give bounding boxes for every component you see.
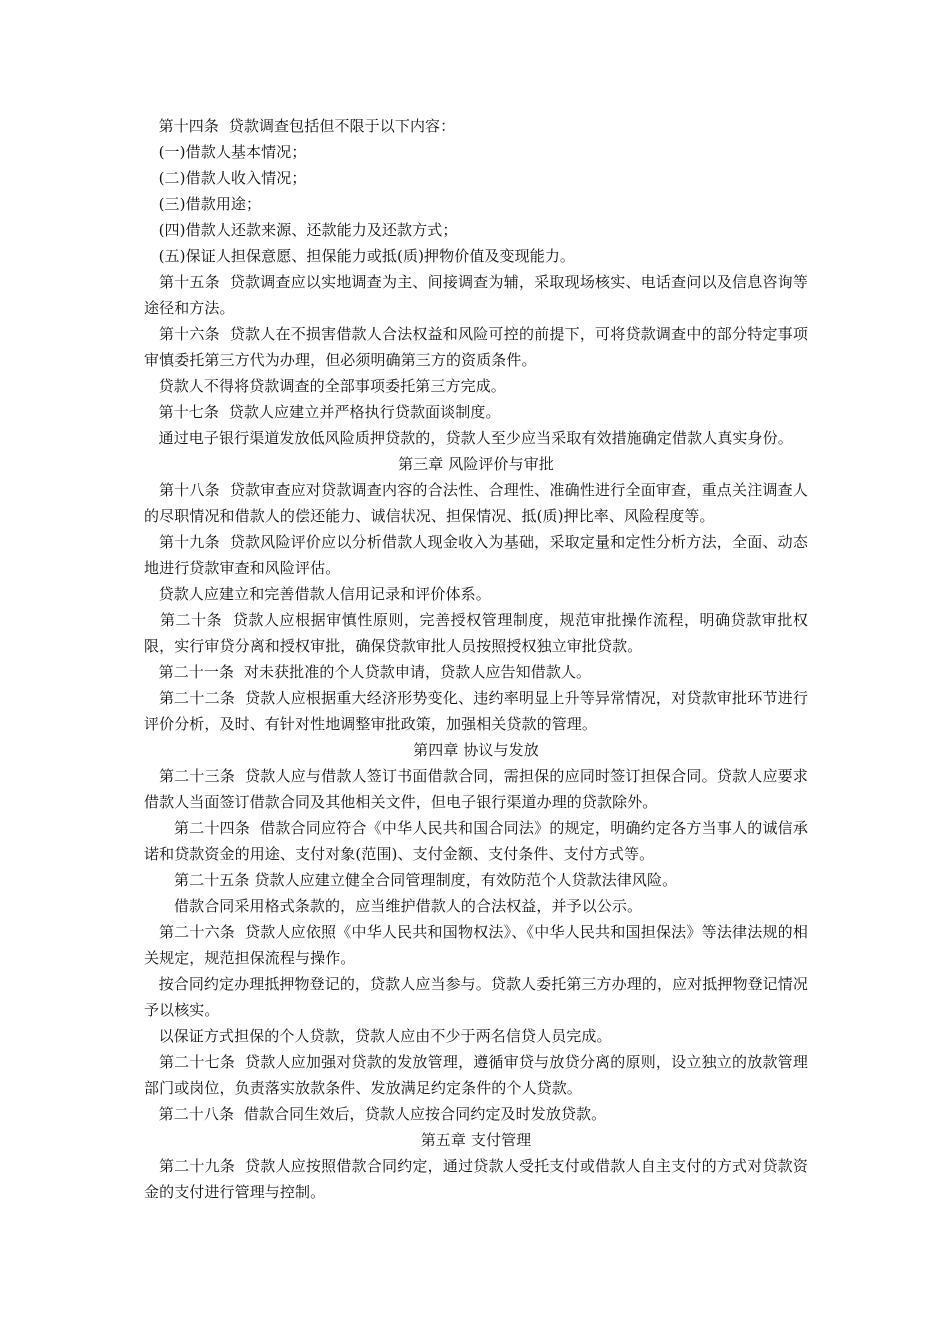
chapter-heading: 第四章 协议与发放 [413, 741, 539, 759]
paragraph: 借款合同采用格式条款的，应当维护借款人的合法权益，并予以公示。 [174, 897, 643, 915]
paragraph: 第十四条 贷款调查包括但不限于以下内容： [144, 117, 456, 135]
document-page [144, 113, 808, 1205]
paragraph: 第十七条 贷款人应建立并严格执行贷款面谈制度。 [144, 403, 501, 421]
paragraph: 第二十三条 贷款人应与借款人签订书面借款合同，需担保的应同时签订担保合同。贷款人应要求借款人当面签订借款合同及其他相关文件，但电子银行渠道办理的贷款除外。 [144, 767, 808, 811]
list-item: (一)借款人基本情况； [144, 143, 307, 161]
chapter-heading: 第三章 风险评价与审批 [398, 455, 554, 473]
paragraph: 贷款人应建立和完善借款人信用记录和评价体系。 [144, 585, 491, 603]
list-item: (五)保证人担保意愿、担保能力或抵(质)押物价值及变现能力。 [144, 247, 576, 265]
paragraph: 第十八条 贷款审查应对贷款调查内容的合法性、合理性、准确性进行全面审查，重点关注调查人的尽职情况和借款人的偿还能力、诚信状况、担保情况、抵(质)押比率、风险程度等。 [144, 481, 808, 525]
paragraph: 第十九条 贷款风险评价应以分析借款人现金收入为基础，采取定量和定性分析方法，全面、动态地进行贷款审查和风险评估。 [144, 533, 808, 577]
paragraph: 第十六条 贷款人在不损害借款人合法权益和风险可控的前提下，可将贷款调查中的部分特定事项审慎委托第三方代为办理，但必须明确第三方的资质条件。 [144, 325, 808, 369]
paragraph: 第二十七条 贷款人应加强对贷款的发放管理，遵循审贷与放贷分离的原则，设立独立的放款管理部门或岗位，负责落实放款条件、发放满足约定条件的个人贷款。 [144, 1053, 808, 1097]
paragraph: 第二十四条 借款合同应符合《中华人民共和国合同法》的规定，明确约定各方当事人的诚信承诺和贷款资金的用途、支付对象(范围)、支付金额、支付条件、支付方式等。 [144, 819, 808, 863]
paragraph: 按合同约定办理抵押物登记的，贷款人应当参与。贷款人委托第三方办理的，应对抵押物登记情况予以核实。 [144, 975, 808, 1019]
paragraph: 第二十六条 贷款人应依照《中华人民共和国物权法》、《中华人民共和国担保法》等法律法规的相关规定，规范担保流程与操作。 [144, 923, 808, 967]
paragraph: 贷款人不得将贷款调查的全部事项委托第三方完成。 [144, 377, 506, 395]
paragraph: 以保证方式担保的个人贷款，贷款人应由不少于两名信贷人员完成。 [144, 1027, 612, 1045]
list-item: (四)借款人还款来源、还款能力及还款方式； [144, 221, 458, 239]
paragraph: 第二十二条 贷款人应根据重大经济形势变化、违约率明显上升等异常情况，对贷款审批环节进行评价分析，及时、有针对性地调整审批政策，加强相关贷款的管理。 [144, 689, 808, 733]
paragraph: 第二十五条 贷款人应建立健全合同管理制度，有效防范个人贷款法律风险。 [174, 871, 678, 889]
paragraph: 第十五条 贷款调查应以实地调查为主、间接调查为辅，采取现场核实、电话查问以及信息咨询等途径和方法。 [144, 273, 808, 317]
list-item: (二)借款人收入情况； [144, 169, 307, 187]
paragraph: 第二十一条 对未获批准的个人贷款申请，贷款人应告知借款人。 [144, 663, 592, 681]
list-item: (三)借款用途； [144, 195, 262, 213]
chapter-heading: 第五章 支付管理 [420, 1131, 532, 1149]
paragraph: 第二十九条 贷款人应按照借款合同约定，通过贷款人受托支付或借款人自主支付的方式对贷款资金的支付进行管理与控制。 [144, 1157, 808, 1201]
paragraph: 第二十八条 借款合同生效后，贷款人应按合同约定及时发放贷款。 [144, 1105, 607, 1123]
paragraph: 第二十条 贷款人应根据审慎性原则，完善授权管理制度，规范审批操作流程，明确贷款审批权限，实行审贷分离和授权审批，确保贷款审批人员按照授权独立审批贷款。 [144, 611, 809, 655]
paragraph: 通过电子银行渠道发放低风险质押贷款的，贷款人至少应当采取有效措施确定借款人真实身份。 [144, 429, 793, 447]
